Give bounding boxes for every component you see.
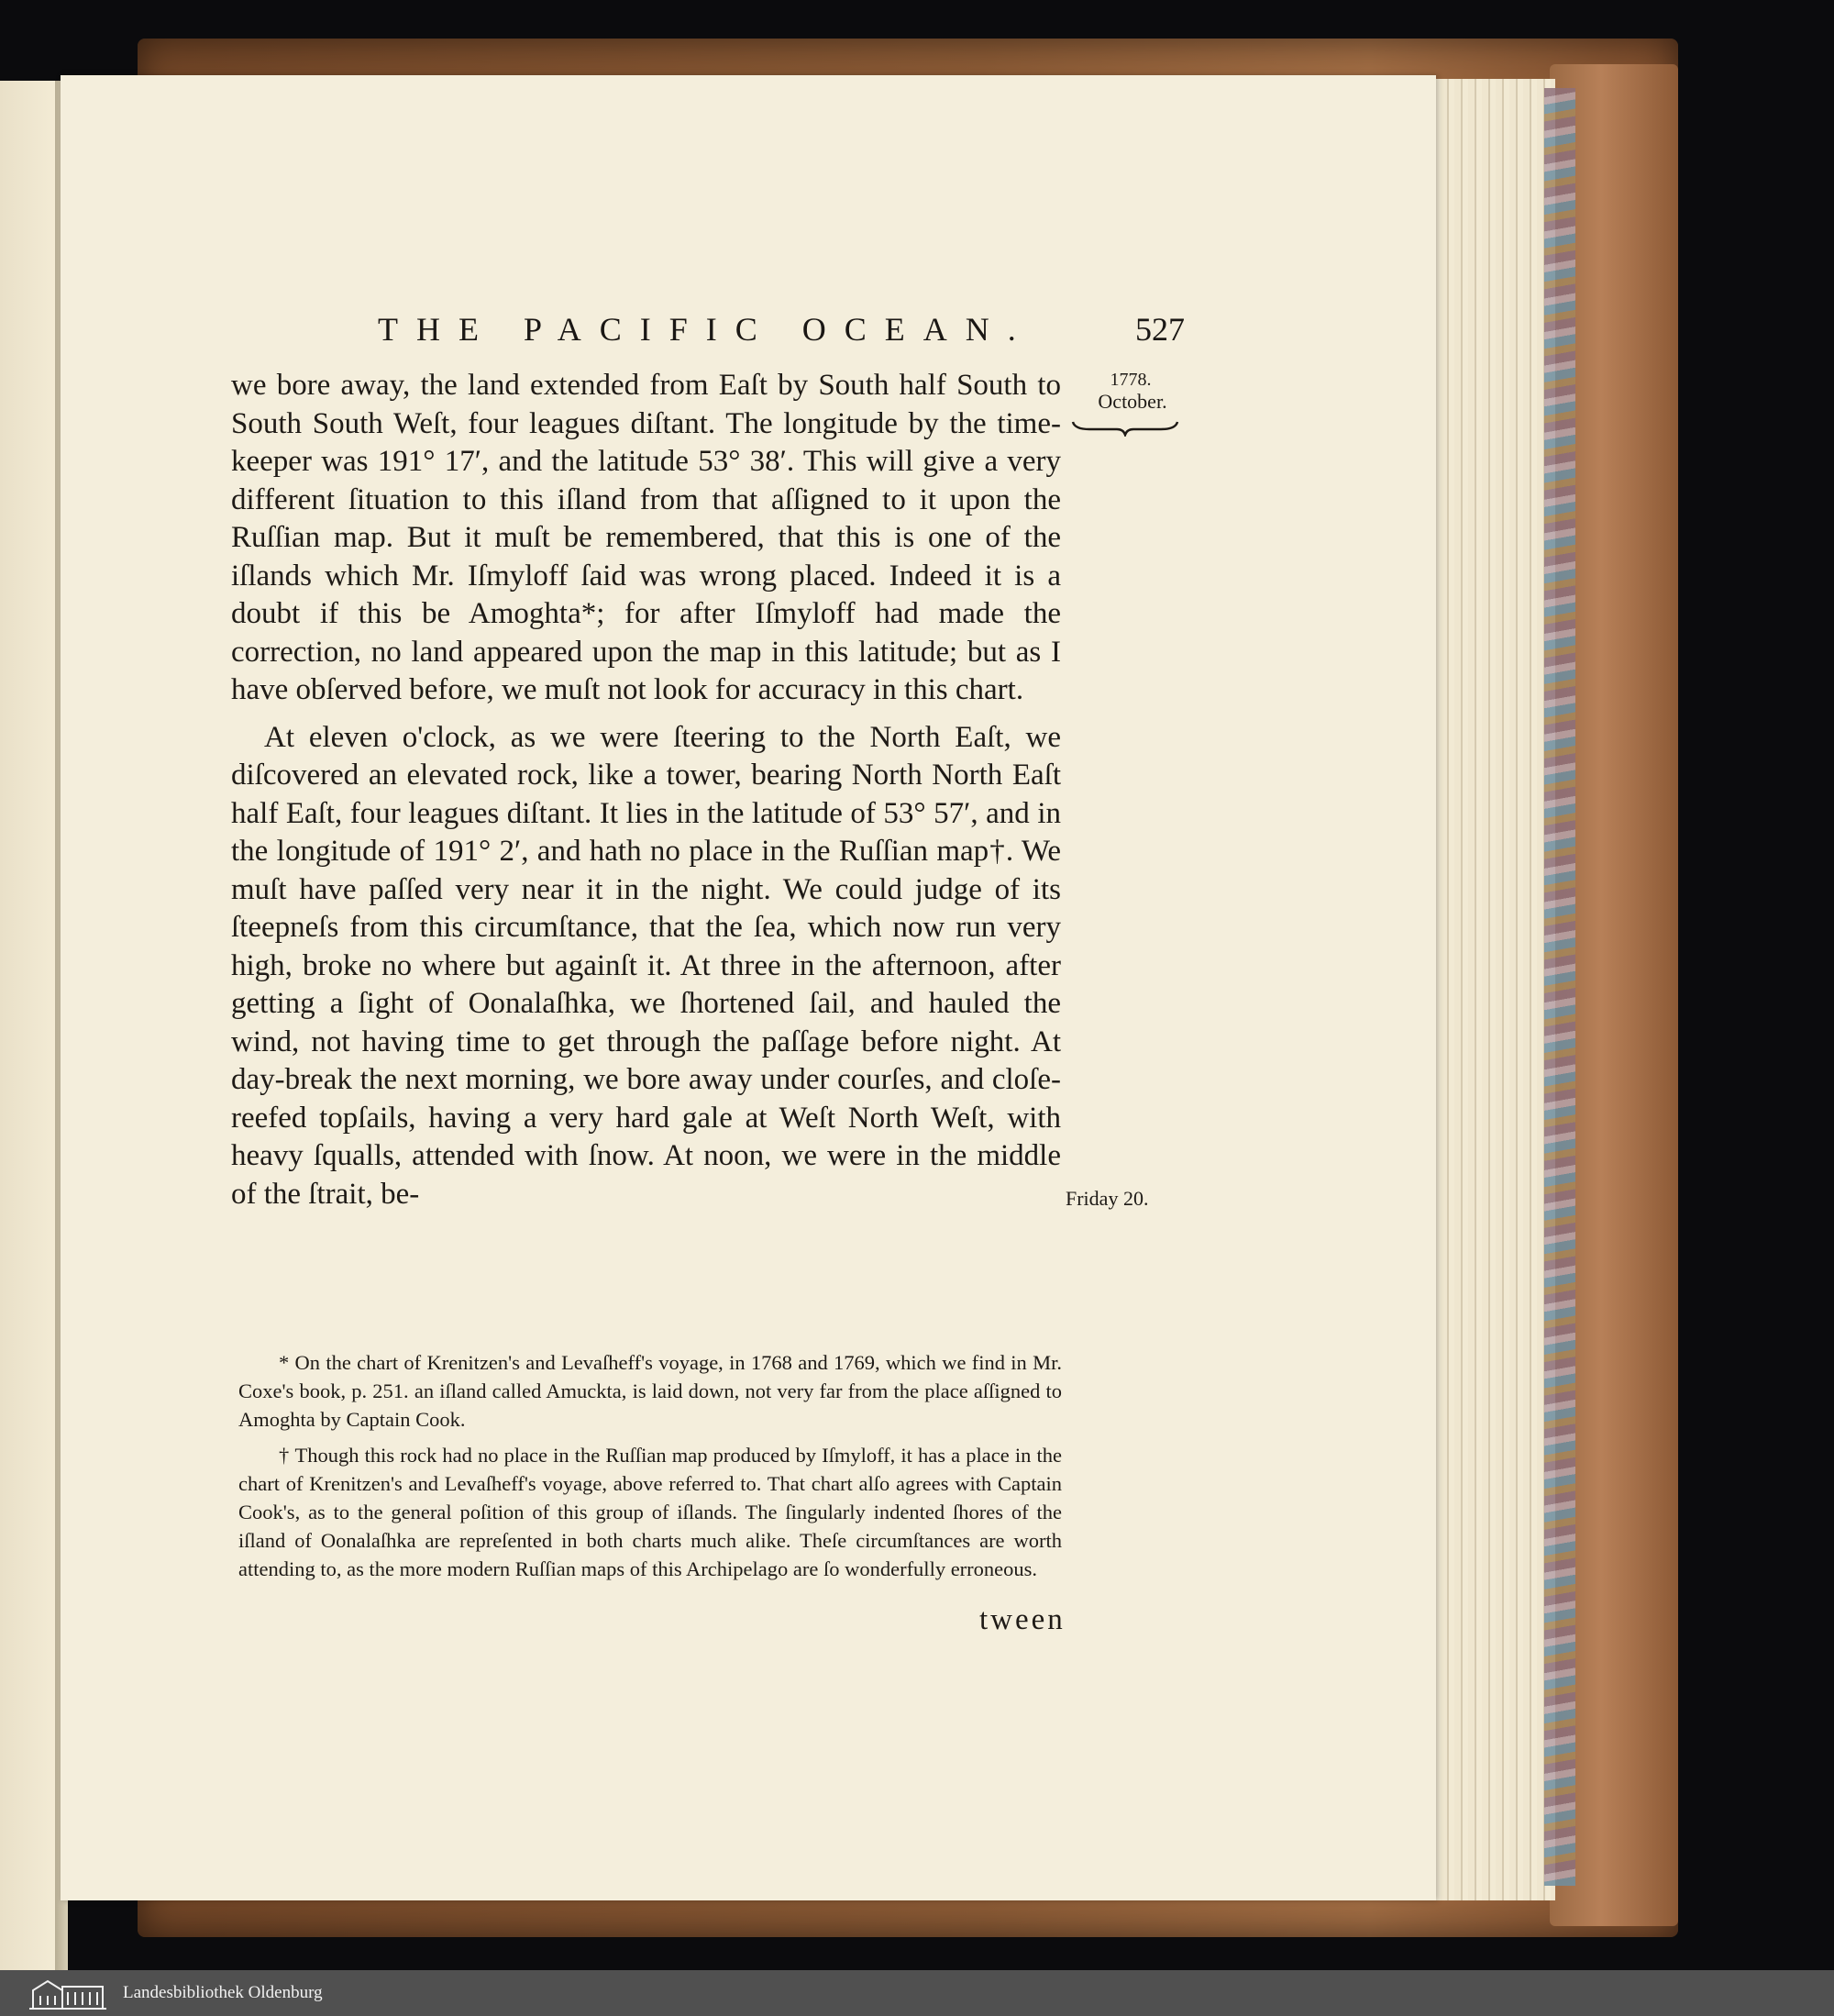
running-head: THE PACIFIC OCEAN. bbox=[378, 311, 1034, 348]
page-edges bbox=[1427, 79, 1555, 1900]
left-page-edge bbox=[0, 81, 61, 1992]
footnote: † Though this rock had no place in the Ruſſian map produced by Iſmyloff, it has a place in the chart of Krenitzen's and Levaſheff's voyage, above referred to. That chart alſo agrees with Captain Cook's, as to the general poſition of this group of iſlands. The ſingularly indented ſhores of the iſland of Oonalaſhka are repreſented in both charts much alike. Theſe circumſtances are worth attending to, as the more modern Ruſſian maps of this Archipelago are ſo wonderfully erroneous. bbox=[238, 1444, 1062, 1580]
library-name: Landesbibliothek Oldenburg bbox=[123, 1983, 323, 2002]
catchword: tween bbox=[979, 1603, 1066, 1636]
marbled-endpaper bbox=[1544, 88, 1575, 1886]
brace-icon bbox=[1071, 418, 1179, 437]
library-building-icon bbox=[26, 1976, 110, 2010]
margin-month: October. bbox=[1098, 390, 1167, 413]
body-text bbox=[231, 367, 1061, 1213]
paragraph: we bore away, the land extended from Eaſt by South half South to South South Weſt, four leagues diſtant. The longitude by the time-keeper was 191° 17′, and the latitude 53° 38′. This will give a very different ſituation to this iſland from that aſſigned to it upon the Ruſſian map. But it muſt be remembered, that this is one of the iſlands which Mr. Iſmyloff ſaid was wrong placed. Indeed it is a doubt if this be Amoghta*; for after Iſmyloff had made the correction, no land appeared upon the map in this latitude; but as I have obſerved before, we muſt not look for accuracy in this chart. bbox=[231, 369, 1061, 706]
margin-date-note: Friday 20. bbox=[1066, 1187, 1149, 1210]
paragraph: At eleven o'clock, as we were ſteering to the North Eaſt, we diſcovered an elevated rock, like a tower, bearing North North Eaſt half Eaſt, four leagues diſtant. It lies in the latitude of 53° 57′, and in the longitude of 191° 2′, and hath no place in the Ruſſian map†. We muſt have paſſed very near it in the night. We could judge of its ſteepneſs from this circumſtance, that the ſea, which now run very high, broke no where but againſt it. At three in the afternoon, after getting a ſight of Oonalaſhka, we ſhortened ſail, and hauled the wind, not having time to get through the paſſage before night. At day-break the next morning, we bore away under courſes, and cloſe-reefed topſails, having a very hard gale at Weſt North Weſt, with heavy ſqualls, attended with ſnow. At noon, we were in the middle of the ſtrait, be- bbox=[231, 720, 1061, 1211]
footer-bar bbox=[0, 1970, 1834, 2016]
footnotes bbox=[238, 1348, 1062, 1583]
page-number: 527 bbox=[1135, 311, 1185, 348]
margin-year: 1778. bbox=[1110, 370, 1152, 390]
footnote: * On the chart of Krenitzen's and Levaſheff's voyage, in 1768 and 1769, which we find in Mr. Coxe's book, p. 251. an iſland called Amuckta, is laid down, not very far from the place aſſigned to Amoghta by Captain Cook. bbox=[238, 1351, 1062, 1431]
